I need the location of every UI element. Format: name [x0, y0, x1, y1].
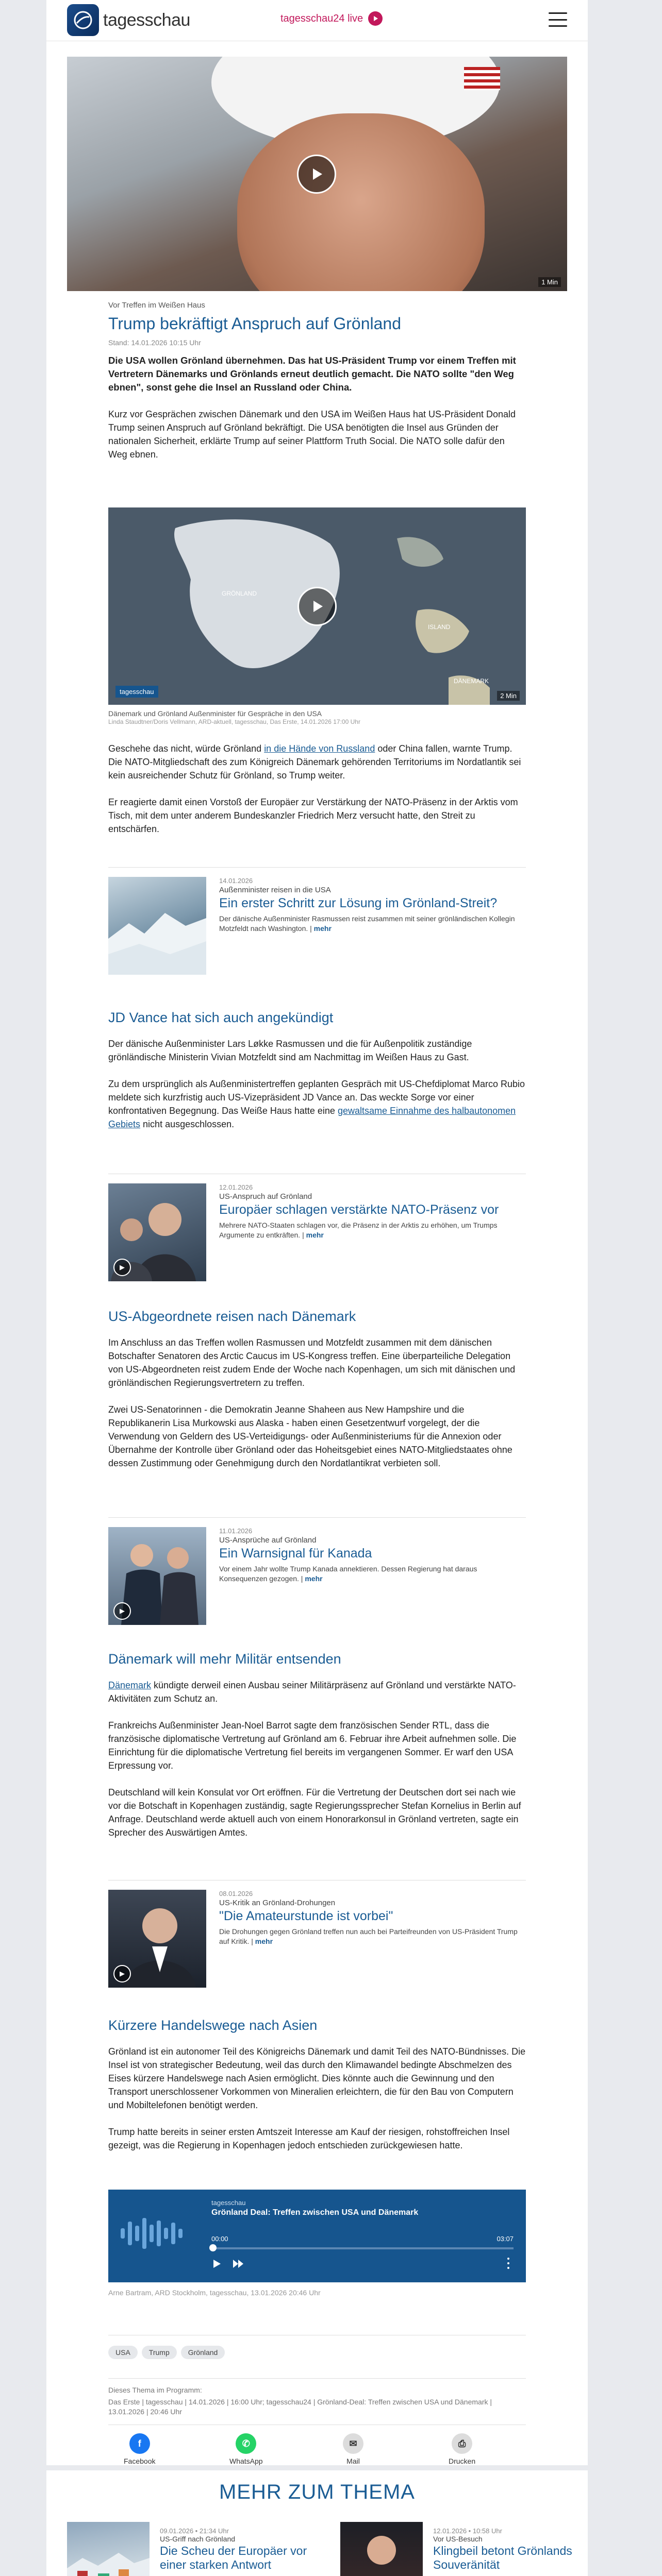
related-heading: MEHR ZUM THEMA: [219, 2481, 415, 2503]
article-paragraph: Er reagierte damit einen Vorstoß der Europäer zur Verstärkung der NATO-Präsenz in der Arktis vom Tisch, mit dem unter anderem Bundeskanzler Friedrich Merz versucht hatte, den Streit zu entschärfen.: [108, 797, 518, 834]
section-heading: JD Vance hat sich auch angekündigt: [108, 1010, 334, 1025]
teaser-title[interactable]: Ein erster Schritt zur Lösung im Grönland-Streit?: [219, 896, 498, 910]
teaser-date: 08.01.2026: [219, 1890, 253, 1897]
teaser-title[interactable]: Europäer schlagen verstärkte NATO-Präsenz vor: [219, 1202, 499, 1217]
map-tagesschau-logo: tagesschau: [115, 686, 158, 698]
logo-text: tagesschau: [103, 10, 190, 30]
related-title[interactable]: Die Scheu der Europäer vor einer starken Antwort: [160, 2544, 307, 2571]
tagesschau-logo-icon: [67, 4, 99, 36]
play-icon: [368, 11, 383, 26]
article-paragraph: Deutschland will kein Konsulat vor Ort eröffnen. Für die Vertretung der Deutschen dort sei nach wie vor die Botschaft in Kopenhagen zuständig, sagte Regierungssprecher Stefan Kornelius in Berlin auf Anfrage. Deutschland werde aktuell auch von einem Honorarkonsul in Grönland vertreten, sagte ein Sprecher des Auswärtigen Amtes.: [108, 1787, 521, 1838]
related-item[interactable]: [67, 2522, 315, 2576]
audio-progress-handle[interactable]: [209, 2244, 217, 2251]
audio-time-end: 03:07: [496, 2235, 514, 2243]
annexation-link[interactable]: gewaltsame Einnahme des halbautonomen Gebiets: [108, 1106, 516, 1129]
article-paragraph: Geschehe das nicht, würde Grönland in die Hände von Russland oder China fallen, warnte Trump. Die NATO-Mitgliedschaft des zum Königreich Dänemark gehörenden Territoriums im Nordatlantik sei kein ausreichender Schutz für Grönland, so Trump weiter.: [108, 743, 521, 781]
audio-progress-bar[interactable]: [211, 2247, 514, 2249]
mail-icon: ✉: [343, 2433, 363, 2454]
map-label-greenland: GRÖNLAND: [222, 590, 257, 597]
audio-player[interactable]: [108, 2190, 526, 2282]
article-body-2: [108, 1010, 526, 1131]
section-heading: US-Abgeordnete reisen nach Dänemark: [108, 1309, 356, 1324]
mehr-link[interactable]: mehr: [305, 1574, 323, 1583]
article-title: Trump bekräftigt Anspruch auf Grönland: [108, 314, 401, 333]
mehr-link[interactable]: mehr: [313, 924, 332, 933]
program-label: Dieses Thema im Programm:: [108, 2386, 202, 2394]
teaser-kicker: US-Kritik an Grönland-Drohungen: [219, 1899, 336, 1907]
article-kicker: Vor Treffen im Weißen Haus: [108, 301, 205, 310]
page-container: [46, 0, 588, 2576]
article-body-3: [108, 1309, 526, 1470]
program-info: [108, 2378, 526, 2417]
audio-channel: tagesschau: [211, 2199, 246, 2207]
article-paragraph: Dänemark kündigte derweil einen Ausbau seiner Militärpräsenz auf Grönland und verstärkte NATO-Aktivitäten zum Schutz an.: [108, 1680, 516, 1704]
tagesschau-logo[interactable]: [67, 4, 190, 36]
teaser-card[interactable]: [108, 1174, 526, 1292]
share-bar: [108, 2425, 526, 2465]
video-play-icon: ▶: [113, 1965, 131, 1982]
map-label-iceland: ISLAND: [428, 623, 451, 631]
menu-icon[interactable]: [549, 12, 567, 27]
video-play-button[interactable]: [297, 587, 337, 626]
video-play-icon: ▶: [113, 1259, 131, 1276]
teaser-kicker: US-Ansprüche auf Grönland: [219, 1536, 317, 1545]
article-lead: Die USA wollen Grönland übernehmen. Das hat US-Präsident Trump vor einem Treffen mit Vertretern Dänemarks und Grönlands erneut deutlich gemacht. Die NATO sollte "den Weg ebnen", sonst gehe die Insel an Russland oder China.: [108, 355, 516, 393]
figure-caption: [108, 709, 526, 725]
video-play-icon: ▶: [113, 1602, 131, 1620]
live-label: tagesschau24 live: [280, 12, 363, 24]
article-paragraph: Zu dem ursprünglich als Außenministertreffen geplanten Gespräch mit US-Chefdiplomat Marco Rubio meldete sich kurzfristig auch US-Vizepräsident JD Vance an. Das weckte Sorge vor einer konfrontativen Begegnung. Das Weiße Haus hatte eine gewaltsame Einnahme des halbautonomen Gebiets nicht ausgeschlossen.: [108, 1079, 525, 1129]
waveform-icon: [121, 2215, 193, 2251]
hero-video[interactable]: [67, 57, 567, 291]
article-paragraph: Zwei US-Senatorinnen - die Demokratin Jeanne Shaheen aus New Hampshire und die Republikanerin Lisa Murkowski aus Alaska - haben einen Gesetzentwurf vorgelegt, der die Verwendung von Geldern des US-Verteidigungs- oder Außenministeriums für die Annexion oder Übernahme der Kontrolle über Grönland oder das Hoheitsgebiet eines NATO-Mitgliedstaates ohne dessen Zustimmung oder Genehmigung durch den Nordatlantikrat verbieten soll.: [108, 1404, 512, 1468]
section-heading: Kürzere Handelswege nach Asien: [108, 2018, 318, 2033]
russia-link[interactable]: in die Hände von Russland: [264, 743, 375, 754]
teaser-body: [219, 877, 526, 934]
article-paragraph: Grönland ist ein autonomer Teil des Königreichs Dänemark und damit Teil des NATO-Bündnisses. Die Insel ist von strategischer Bedeutung, weil das durch den Klimawandel bedingte Abschmelzen des Eises kürzere Handelswege nach Asien ermöglicht. Dies könnte auch die Gewinnung und den Transport unerschlossener Vorkommen von Mineralien erleichtern, die für den Bau von Computern und Mobiltelefonen benötigt werden.: [108, 2046, 526, 2110]
teaser-image: [108, 1890, 206, 1988]
teaser-text: Vor einem Jahr wollte Trump Kanada annektieren. Dessen Regierung hat daraus Konsequenzen gezogen. | mehr: [219, 1565, 477, 1583]
hero-image-flag: [464, 67, 500, 90]
article-date: Stand: 14.01.2026 10:15 Uhr: [108, 338, 201, 347]
teaser-image: [108, 1527, 206, 1625]
article-paragraph: Der dänische Außenminister Lars Løkke Rasmussen und die für Außenpolitik zuständige grönländische Ministerin Vivian Motzfeldt sind am Nachmittag im Weißen Haus zu Gast.: [108, 1039, 472, 1062]
related-item[interactable]: [340, 2522, 588, 2576]
tag-trump[interactable]: Trump: [142, 2346, 177, 2359]
mehr-link[interactable]: mehr: [255, 1937, 273, 1945]
teaser-card[interactable]: [108, 867, 526, 986]
more-options-icon[interactable]: [503, 2257, 514, 2270]
site-header: [46, 0, 588, 41]
related-image: [340, 2522, 423, 2576]
skip-icon[interactable]: [232, 2259, 244, 2269]
teaser-image: [108, 877, 206, 975]
author-line: [108, 2289, 526, 2297]
related-section: [46, 2470, 588, 2576]
article-paragraph: Kurz vor Gesprächen zwischen Dänemark und den USA im Weißen Haus hat US-Präsident Donald Trump seinen Anspruch auf Grönland bekräftigt. Die USA benötigten die Insel aus Gründen der nationalen Sicherheit, erklärte Trump auf seiner Plattform Truth Social. Die NATO solle dafür den Weg ebnen.: [108, 409, 516, 460]
teaser-title[interactable]: "Die Amateurstunde ist vorbei": [219, 1909, 393, 1923]
related-date: 09.01.2026 • 21:34 Uhr: [160, 2527, 229, 2535]
teaser-text: Mehrere NATO-Staaten schlagen vor, die Präsenz in der Arktis zu erhöhen, um Trumps Argumente zu entkräften. | mehr: [219, 1221, 498, 1239]
livestream-link[interactable]: [280, 11, 383, 26]
article-body-1: [108, 742, 526, 836]
hero-image-face: [237, 113, 485, 291]
teaser-card[interactable]: [108, 1517, 526, 1636]
teaser-kicker: US-Anspruch auf Grönland: [219, 1192, 312, 1201]
teaser-text: Die Drohungen gegen Grönland treffen nun auch bei Parteifreunden von US-Präsident Trump auf Kritik. | mehr: [219, 1927, 518, 1945]
teaser-date: 12.01.2026: [219, 1183, 253, 1191]
teaser-title[interactable]: Ein Warnsignal für Kanada: [219, 1546, 372, 1561]
author-text: Arne Bartram, ARD Stockholm, tagesschau, 13.01.2026 20:46 Uhr: [108, 2289, 321, 2297]
teaser-body: [219, 1527, 526, 1584]
map-label-denmark: DÄNEMARK: [454, 677, 489, 685]
separator: [0, 2465, 662, 2470]
audio-title: Grönland Deal: Treffen zwischen USA und Dänemark: [211, 2208, 419, 2217]
related-image: [67, 2522, 150, 2576]
tag-list: [108, 2335, 526, 2359]
article-paragraph: Im Anschluss an das Treffen wollen Rasmussen und Motzfeldt zusammen mit dem dänischen Botschafter Senatoren des Arctic Caucus im US-Kongress treffen. Eine überparteiliche Delegation von US-Abgeordneten reist zudem Ende der Woche nach Kopenhagen, um sich mit dänischen und grönländischen Regierungsvertretern zu treffen.: [108, 1337, 516, 1388]
share-mail[interactable]: ✉ Mail: [343, 2433, 363, 2465]
article-body-4: [108, 1651, 526, 1839]
teaser-card[interactable]: [108, 1880, 526, 1998]
print-icon: ⎙: [452, 2433, 472, 2454]
article-header: [108, 301, 526, 461]
teaser-image: [108, 1183, 206, 1281]
video-duration: 2 Min: [497, 691, 520, 701]
teaser-date: 14.01.2026: [219, 877, 253, 885]
video-play-button[interactable]: [297, 155, 336, 194]
related-kicker: US-Griff nach Grönland: [160, 2535, 236, 2543]
tag-groenland[interactable]: Grönland: [181, 2346, 225, 2359]
share-print[interactable]: ⎙ Drucken: [449, 2433, 475, 2465]
caption-text: Dänemark und Grönland Außenminister für Gespräche in den USA: [108, 709, 322, 718]
program-text: Das Erste | tagesschau | 14.01.2026 | 16:00 Uhr; tagesschau24 | Grönland-Deal: Treffen zwischen USA und Dänemark | 13.01.2026 | 20:46 Uhr: [108, 2398, 492, 2416]
share-facebook[interactable]: f Facebook: [124, 2433, 155, 2465]
teaser-body: [219, 1890, 526, 1946]
teaser-body: [219, 1183, 526, 1240]
related-kicker: Vor US-Besuch: [433, 2535, 483, 2543]
caption-credit: Linda Staudtner/Doris Vellmann, ARD-aktuell, tagesschau, Das Erste, 14.01.2026 17:00 Uhr: [108, 718, 360, 725]
teaser-kicker: Außenminister reisen in die USA: [219, 886, 331, 894]
related-title[interactable]: Klingbeil betont Grönlands Souveränität: [433, 2544, 572, 2571]
video-duration: 1 Min: [538, 277, 561, 287]
related-text: [433, 2527, 588, 2572]
related-text: [160, 2527, 315, 2572]
mehr-link[interactable]: mehr: [306, 1231, 324, 1239]
article-paragraph: Trump hatte bereits in seiner ersten Amtszeit Interesse am Kauf der riesigen, rohstoffreichen Insel gezeigt, was die Regierung in Kopenhagen jedoch entschieden zurückgewiesen hatte.: [108, 2127, 510, 2150]
teaser-date: 11.01.2026: [219, 1527, 253, 1535]
denmark-link[interactable]: Dänemark: [108, 1680, 152, 1690]
play-icon[interactable]: [211, 2259, 222, 2269]
audio-time-start: 00:00: [211, 2235, 228, 2243]
tag-usa[interactable]: USA: [108, 2346, 138, 2359]
article-paragraph: Frankreichs Außenminister Jean-Noel Barrot sagte dem französischen Sender RTL, dass die französische diplomatische Vertretung auf Grönland am 6. Februar ihre Arbeit aufnehmen solle. Die Einrichtung für die diplomatische Vertretung fiel bereits im vergangenen Sommer. Er warf den USA Erpressung vor.: [108, 1720, 517, 1771]
article-body-5: [108, 2018, 526, 2152]
related-date: 12.01.2026 • 10:58 Uhr: [433, 2527, 502, 2535]
teaser-text: Der dänische Außenminister Rasmussen reist zusammen mit seiner grönländischen Kollegin Motzfeldt nach Washington. | mehr: [219, 914, 515, 933]
map-video[interactable]: [108, 507, 526, 705]
share-whatsapp[interactable]: ✆ WhatsApp: [229, 2433, 263, 2465]
whatsapp-icon: ✆: [236, 2433, 256, 2454]
section-heading: Dänemark will mehr Militär entsenden: [108, 1651, 341, 1667]
facebook-icon: f: [129, 2433, 150, 2454]
